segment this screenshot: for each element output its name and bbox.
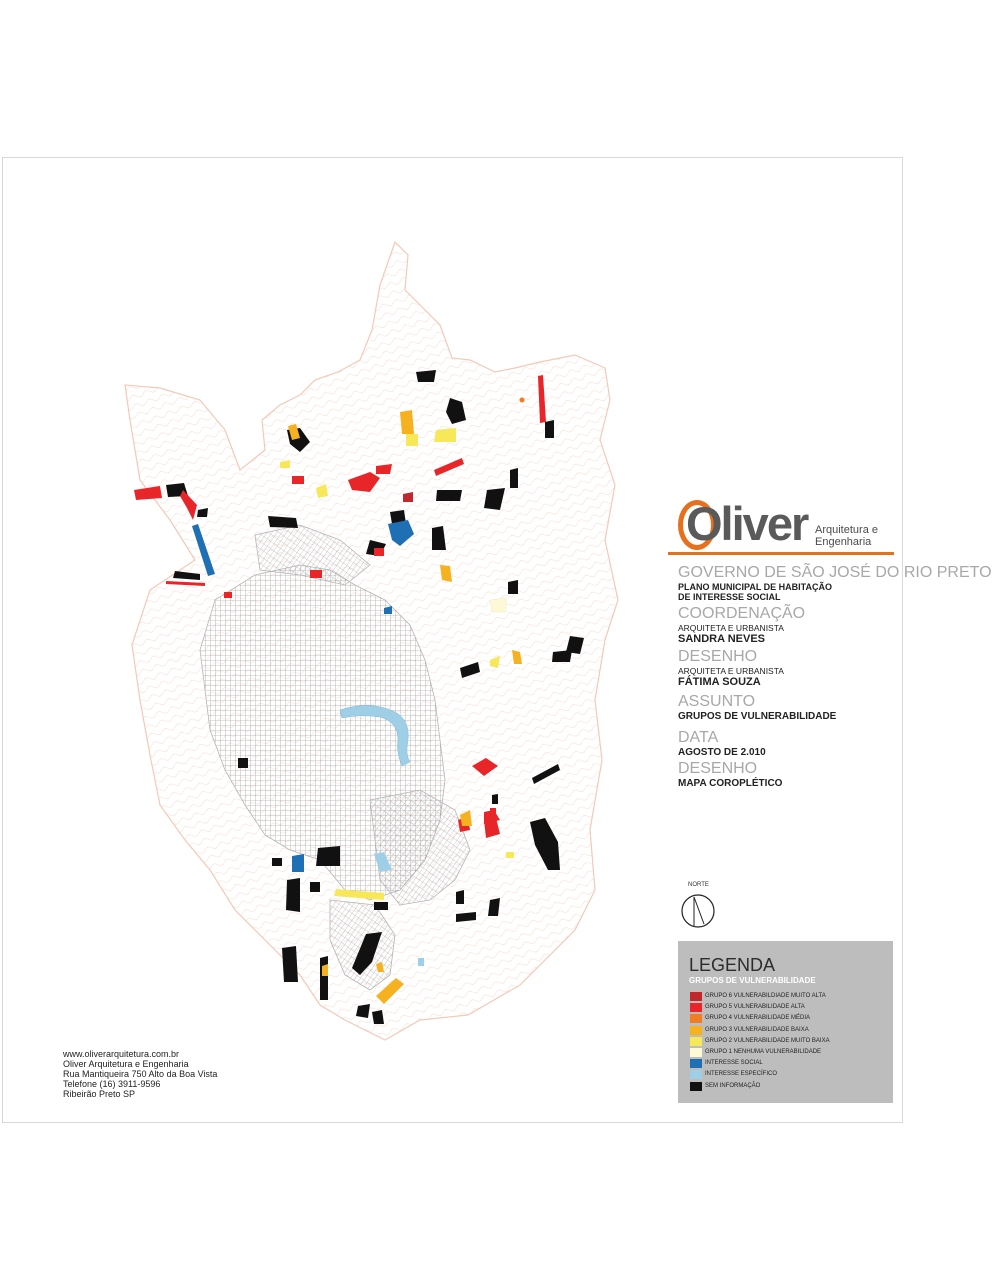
plan-title-line2: DE INTERESSE SOCIAL (678, 592, 781, 602)
map-type-text: MAPA COROPLÉTICO (678, 778, 783, 789)
legend-swatch (690, 1003, 702, 1012)
coord-heading: COORDENAÇÃO (678, 605, 806, 622)
subject-heading: ASSUNTO (678, 693, 756, 710)
map-heading: DESENHO (678, 760, 758, 777)
client-name: GOVERNO DE SÃO JOSÉ DO RIO PRETO (678, 564, 992, 581)
legend-label: GRUPO 3 VULNERABILIDADE BAIXA (705, 1026, 809, 1033)
date-heading: DATA (678, 729, 719, 746)
legend-label: SEM INFORMAÇÃO (705, 1082, 761, 1089)
subject-text: GRUPOS DE VULNERABILIDADE (678, 711, 837, 722)
draw-name: FÁTIMA SOUZA (678, 676, 761, 688)
legend-swatch (690, 1026, 702, 1035)
contact-phone: Telefone (16) 3911-9596 (63, 1079, 161, 1089)
legend-swatch (690, 1059, 702, 1068)
legend-label: GRUPO 1 NENHUMA VULNERABILIDADE (705, 1048, 822, 1055)
legend-label: GRUPO 6 VULNERABILDIADE MUITO ALTA (705, 993, 826, 999)
polygons-grupo-4 (520, 398, 525, 403)
contact-city: Ribeirão Preto SP (63, 1089, 136, 1099)
legend-swatch (690, 1048, 702, 1057)
legend-swatch (690, 1037, 702, 1046)
plan-title-line1: PLANO MUNICIPAL DE HABITAÇÃO (678, 582, 832, 592)
legend-swatch (690, 1082, 702, 1091)
legend-swatch (690, 992, 702, 1001)
north-arrow-icon (680, 893, 716, 929)
polygons-grupo-1 (490, 598, 506, 612)
logo-wordmark: Oliver (686, 497, 808, 550)
date-text: AGOSTO DE 2.010 (678, 747, 766, 758)
contact-address: Rua Mantiqueira 750 Alto da Boa Vista (63, 1069, 218, 1079)
legend-label: GRUPO 5 VULNERABILIDADE ALTA (705, 1004, 805, 1011)
legend-label: GRUPO 2 VULNERABILIDADE MUITO BAIXA (705, 1037, 830, 1044)
north-label: NORTE (688, 882, 709, 888)
legend-title: LEGENDA (689, 955, 776, 975)
contact-company: Oliver Arquitetura e Engenharia (63, 1059, 189, 1069)
contact-info (63, 1049, 217, 1099)
legend-label: INTERESSE ESPECÍFICO (705, 1071, 778, 1078)
contact-website: www.oliverarquitetura.com.br (63, 1049, 180, 1059)
legend-subtitle: GRUPOS DE VULNERABILIDADE (689, 976, 816, 985)
draw-heading: DESENHO (678, 648, 758, 665)
logo-underline (668, 552, 894, 555)
legend-panel (678, 941, 893, 1103)
coord-name: SANDRA NEVES (678, 633, 765, 645)
draw-role: ARQUITETA E URBANISTA (678, 666, 784, 676)
legend-label: GRUPO 4 VULNERABILIDADE MÉDIA (705, 1015, 811, 1022)
legend-swatch (690, 1014, 702, 1023)
logo-subtitle: Arquitetura e Engenharia (815, 524, 878, 548)
coord-role: ARQUITETA E URBANISTA (678, 623, 784, 633)
legend-label: INTERESSE SOCIAL (705, 1060, 763, 1067)
title-block (678, 497, 992, 790)
legend-swatch (690, 1070, 702, 1079)
oliver-logo (678, 498, 904, 558)
